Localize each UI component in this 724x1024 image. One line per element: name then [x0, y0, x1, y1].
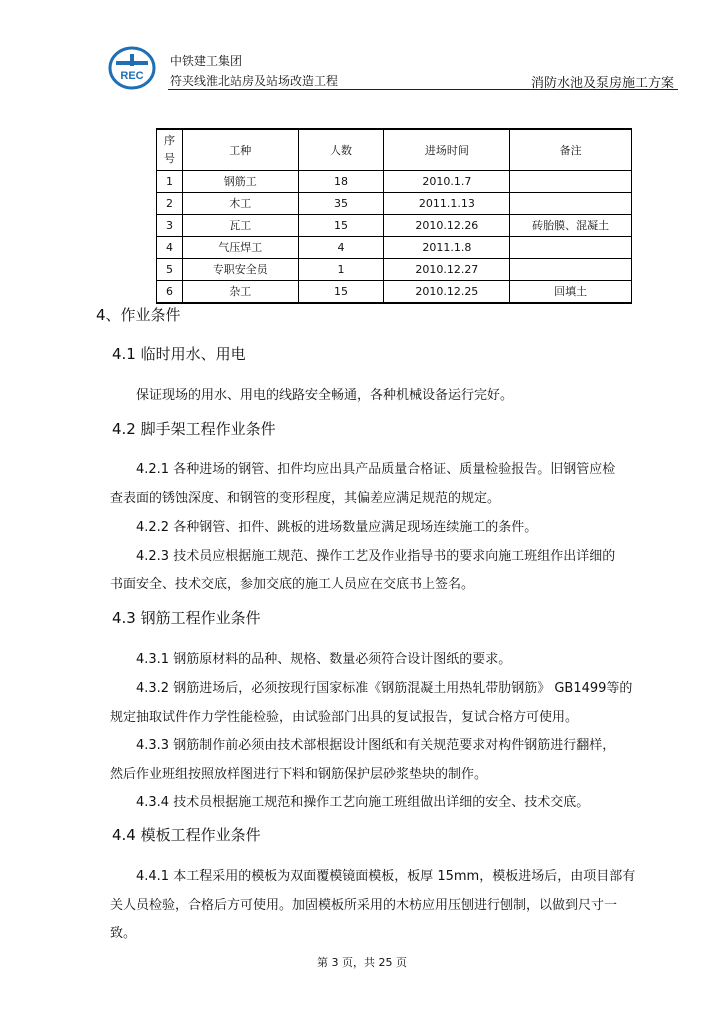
paragraph-4-3-2-line2: 规定抽取试件作力学性能检验，由试验部门出具的复试报告，复试合格方可使用。 — [110, 710, 579, 725]
table-cell: 杂工 — [182, 281, 298, 304]
table-cell — [510, 171, 632, 193]
table-cell: 5 — [157, 259, 183, 281]
table-row — [157, 237, 632, 259]
paragraph-4-3-3-line1: 4.3.3 钢筋制作前必须由技术部根据设计图纸和有关规范要求对构件钢筋进行翻样， — [136, 738, 616, 753]
table-header-row — [157, 129, 632, 171]
paragraph-4-4-1-line2: 关人员检验，合格后方可使用。加固模板所采用的木枋应用压刨进行刨制，以做到尺寸一 — [110, 898, 618, 913]
paragraph-4-3-3-line2: 然后作业班组按照放样图进行下料和钢筋保护层砂浆垫块的制作。 — [110, 767, 488, 782]
section-heading-4-2: 4.2 脚手架工程作业条件 — [112, 420, 276, 438]
table-row — [157, 193, 632, 215]
table-cell: 气压焊工 — [182, 237, 298, 259]
table-cell: 2011.1.8 — [384, 237, 510, 259]
table-cell: 2010.12.26 — [384, 215, 510, 237]
paragraph-4-2-3-line2: 书面安全、技术交底，参加交底的施工人员应在交底书上签名。 — [110, 577, 475, 592]
table-row — [157, 259, 632, 281]
table-cell: 18 — [298, 171, 384, 193]
paragraph-4-2-1-line1: 4.2.1 各种进场的钢管、扣件均应出具产品质量合格证、质量检验报告。旧钢管应检 — [136, 462, 616, 477]
page-number: 第 3 页，共 25 页 — [317, 956, 407, 969]
header-divider — [168, 89, 678, 90]
paragraph-4-2-2: 4.2.2 各种钢管、扣件、跳板的进场数量应满足现场连续施工的条件。 — [136, 520, 538, 535]
company-name: 中铁建工集团 — [170, 54, 243, 68]
paragraph-4-4-1-line1: 4.4.1 本工程采用的模板为双面覆模镜面模板，板厚 15mm，模板进场后，由项目部有 — [136, 869, 636, 884]
paragraph-4-3-2-line1: 4.3.2 钢筋进场后，必须按现行国家标准《钢筋混凝土用热轧带肋钢筋》 GB1499等的 — [136, 681, 633, 696]
table-cell: 1 — [157, 171, 183, 193]
table-cell: 2010.12.27 — [384, 259, 510, 281]
table-cell: 砖胎膜、混凝土 — [510, 215, 632, 237]
table-cell: 4 — [298, 237, 384, 259]
table-cell: 2011.1.13 — [384, 193, 510, 215]
table-cell: 4 — [157, 237, 183, 259]
table-cell: 35 — [298, 193, 384, 215]
paragraph-4-2-1-line2: 查表面的锈蚀深度、和钢管的变形程度，其偏差应满足规范的规定。 — [110, 491, 501, 506]
table-cell: 2010.1.7 — [384, 171, 510, 193]
project-name: 符夹线淮北站房及站场改造工程 — [170, 74, 339, 88]
table-cell: 专职安全员 — [182, 259, 298, 281]
table-cell: 6 — [157, 281, 183, 304]
paragraph-4-3-4: 4.3.4 技术员根据施工规范和操作工艺向施工班组做出详细的安全、技术交底。 — [136, 795, 590, 810]
table-cell: 15 — [298, 215, 384, 237]
table-cell: 钢筋工 — [182, 171, 298, 193]
table-cell: 2 — [157, 193, 183, 215]
col-header-entry-date: 进场时间 — [384, 129, 510, 171]
paragraph-4-4-1-line3: 致。 — [110, 926, 137, 941]
table-cell: 1 — [298, 259, 384, 281]
table-cell — [510, 259, 632, 281]
company-logo-icon — [108, 46, 156, 90]
staffing-table — [156, 128, 632, 304]
col-header-index: 序号 — [157, 129, 183, 171]
table-cell: 2010.12.25 — [384, 281, 510, 304]
col-header-remarks: 备注 — [510, 129, 632, 171]
section-heading-4: 4、作业条件 — [96, 306, 181, 324]
document-title: 消防水池及泵房施工方案 — [530, 76, 674, 91]
table-row — [157, 281, 632, 304]
table-cell — [510, 193, 632, 215]
table-row — [157, 215, 632, 237]
col-header-trade: 工种 — [182, 129, 298, 171]
section-heading-4-1: 4.1 临时用水、用电 — [112, 345, 246, 363]
col-header-count: 人数 — [298, 129, 384, 171]
table-cell — [510, 237, 632, 259]
table-cell: 3 — [157, 215, 183, 237]
table-cell: 15 — [298, 281, 384, 304]
paragraph-4-1: 保证现场的用水、用电的线路安全畅通，各种机械设备运行完好。 — [136, 388, 514, 403]
table-row — [157, 171, 632, 193]
page-header — [108, 46, 678, 90]
paragraph-4-2-3-line1: 4.2.3 技术员应根据施工规范、操作工艺及作业指导书的要求向施工班组作出详细的 — [136, 549, 616, 564]
table-cell: 瓦工 — [182, 215, 298, 237]
section-heading-4-3: 4.3 钢筋工程作业条件 — [112, 609, 261, 627]
section-heading-4-4: 4.4 模板工程作业条件 — [112, 826, 261, 844]
svg-text:REC: REC — [120, 70, 144, 82]
table-cell: 木工 — [182, 193, 298, 215]
table-cell: 回填土 — [510, 281, 632, 304]
paragraph-4-3-1: 4.3.1 钢筋原材料的品种、规格、数量必须符合设计图纸的要求。 — [136, 652, 512, 667]
